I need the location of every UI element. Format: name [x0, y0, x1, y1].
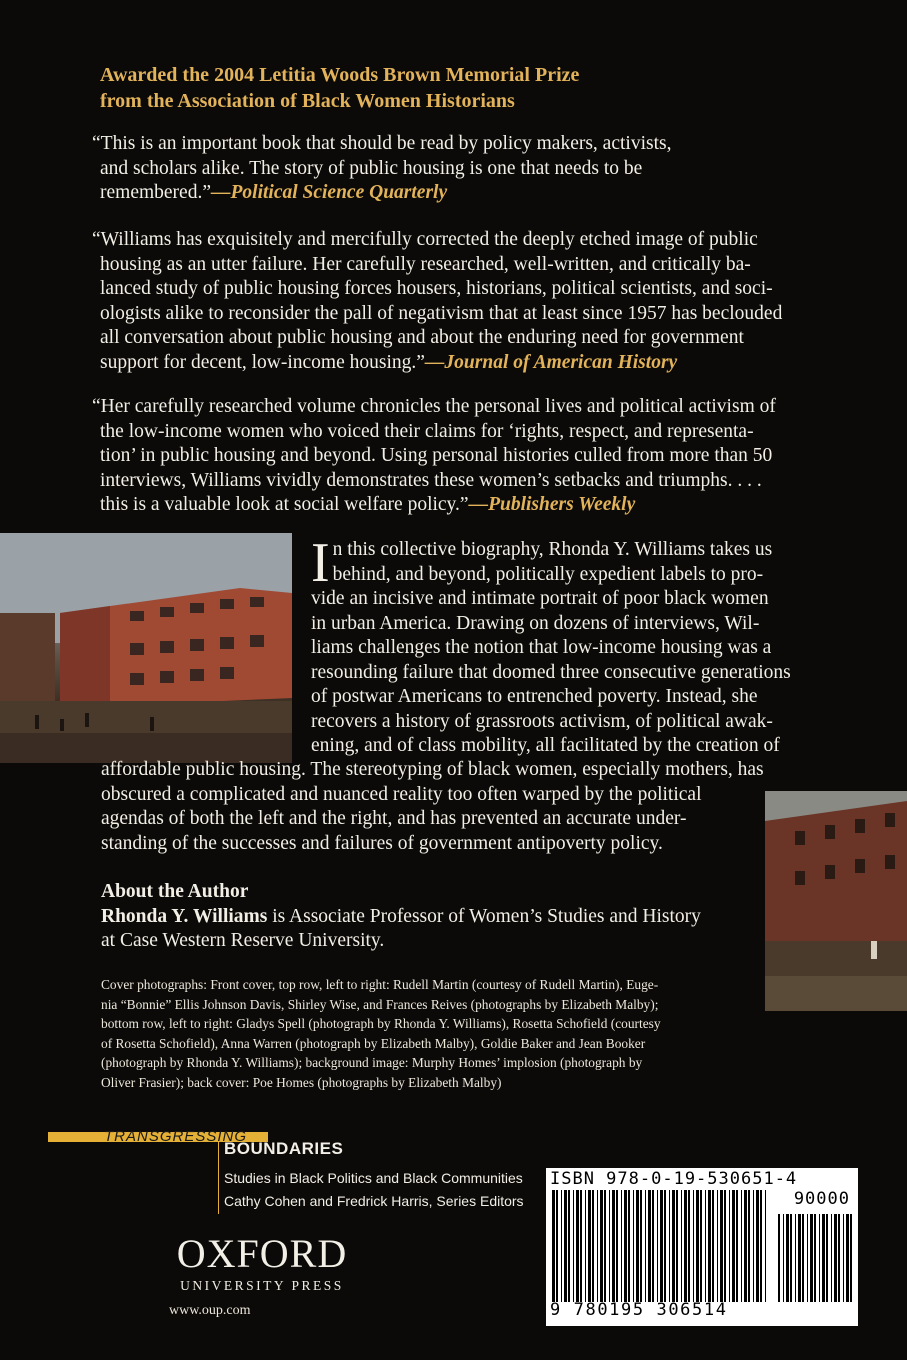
publisher-sub: UNIVERSITY PRESS [180, 1278, 344, 1293]
barcode-bar [604, 1190, 606, 1302]
quote-line: “This is an important book that should be read by policy makers, activists, [92, 133, 672, 154]
description-top [311, 532, 831, 594]
quote-line-last: remembered.”—Political Science Quarterly [100, 182, 448, 203]
barcode-bars-addon [778, 1214, 852, 1302]
barcode-bar [552, 1190, 555, 1302]
about-heading: About the Author [101, 881, 249, 902]
quote-line: lanced study of public housing forces housers, historians, political scientists, and soci- [100, 278, 773, 299]
quote-line: “Williams has exquisitely and mercifully corrected the deeply etched image of public [92, 229, 758, 250]
barcode-bar [676, 1190, 678, 1302]
description-middle [311, 587, 831, 759]
barcode-bar [669, 1190, 670, 1302]
barcode-bar [753, 1190, 754, 1302]
photo-credits [101, 975, 741, 1092]
barcode-bar [609, 1190, 610, 1302]
series-word-transgressing: TRANSGRESSING [104, 1128, 248, 1145]
barcode-bar [724, 1190, 726, 1302]
quote-line: tion’ in public housing and beyond. Using personal histories culled from more than 50 [100, 445, 773, 466]
quote-source: —Political Science Quarterly [210, 182, 448, 203]
description-bottom [101, 758, 841, 856]
barcode-bar [612, 1190, 615, 1302]
barcode-bar [621, 1190, 622, 1302]
barcode-bar [657, 1190, 658, 1302]
quote-source: —Journal of American History [424, 351, 678, 373]
barcode-bar [736, 1190, 738, 1302]
barcode-bar [693, 1190, 694, 1302]
barcode-bar [822, 1214, 825, 1302]
credit-line: of Rosetta Schofield), Anna Warren (photograph by Elizabeth Malby), Goldie Baker and Jean Booker [101, 1035, 646, 1051]
barcode-bar [834, 1214, 837, 1302]
about-line-1: Rhonda Y. Williams is Associate Professor of Women’s Studies and History [101, 905, 701, 927]
barcode-bar [810, 1214, 813, 1302]
barcode-bar [720, 1190, 723, 1302]
barcode-bar [568, 1190, 570, 1302]
barcode-bar [573, 1190, 574, 1302]
barcode-bar [600, 1190, 603, 1302]
barcode-bar [684, 1190, 687, 1302]
award-line-2: from the Association of Black Women Historians [100, 90, 515, 112]
series-logo [48, 1128, 538, 1208]
barcode-bar [652, 1190, 654, 1302]
review-quote-psq [92, 132, 832, 206]
barcode-bar [588, 1190, 591, 1302]
barcode-bar [597, 1190, 598, 1302]
quote-line: ologists alike to reconsider the pall of negativism that at least since 1957 has beclouded [100, 302, 783, 324]
barcode-bar [819, 1214, 820, 1302]
barcode-bar [648, 1190, 651, 1302]
quote-line: the low-income women who voiced their claims for ‘rights, respect, and representa- [100, 420, 754, 442]
barcode-bars-main [552, 1190, 766, 1302]
barcode-bar [688, 1190, 690, 1302]
barcode-bar [556, 1190, 558, 1302]
barcode-bar [592, 1190, 594, 1302]
description-line: affordable public housing. The stereotyping of black women, especially mothers, has [101, 759, 764, 780]
description-line: vide an incisive and intimate portrait of poor black women [311, 588, 769, 609]
housing-photo-left-illustration [0, 533, 292, 763]
barcode-bar [732, 1190, 735, 1302]
barcode-bar [807, 1214, 808, 1302]
barcode-bar [790, 1214, 792, 1302]
barcode-bar [576, 1190, 579, 1302]
description-line: of postwar Americans to entrenched poverty. Instead, she [311, 686, 758, 707]
credit-line: (photograph by Rhonda Y. Williams); background image: Murphy Homes’ implosion (photograph by [101, 1055, 643, 1070]
description-line: in urban America. Drawing on dozens of interviews, Wil- [311, 612, 760, 634]
quote-line-last: this is a valuable look at social welfare policy.”—Publishers Weekly [100, 494, 636, 515]
publisher-logo [167, 1232, 357, 1294]
barcode-bar [616, 1190, 618, 1302]
barcode-bar [802, 1214, 804, 1302]
barcode-bar [660, 1190, 663, 1302]
barcode-bar [748, 1190, 750, 1302]
quote-line: interviews, Williams vividly demonstrates these women’s setbacks and triumphs. . . . [100, 469, 762, 491]
housing-photo-left [0, 533, 292, 763]
description-line: agendas of both the left and the right, and has prevented an accurate under- [101, 808, 687, 829]
isbn-barcode [546, 1168, 858, 1326]
barcode-bar [786, 1214, 789, 1302]
barcode-bar [624, 1190, 627, 1302]
ean-number: 9 780195 306514 [550, 1300, 728, 1320]
price-code: 90000 [793, 1189, 850, 1209]
barcode-bar [700, 1190, 702, 1302]
barcode-bar [717, 1190, 718, 1302]
barcode-bar [672, 1190, 675, 1302]
credit-line: bottom row, left to right: Gladys Spell (photograph by Rhonda Y. Williams), Rosetta Schofield (courtesy [101, 1016, 661, 1031]
barcode-bar [580, 1190, 582, 1302]
description-line: obscured a complicated and nuanced reality too often warped by the political [101, 783, 702, 805]
description-line: standing of the successes and failures of government antipoverty policy. [101, 832, 663, 854]
barcode-bar [628, 1190, 630, 1302]
barcode-bar [826, 1214, 828, 1302]
description-line: n this collective biography, Rhonda Y. Williams takes us [332, 539, 773, 560]
barcode-bar [778, 1214, 780, 1302]
credit-line: nia “Bonnie” Ellis Johnson Davis, Shirley Wise, and Frances Reives (photographs by Elizabeth Malby); [101, 996, 659, 1012]
series-subtitle: Studies in Black Politics and Black Communities [224, 1170, 523, 1186]
credit-line: Oliver Frasier); back cover: Poe Homes (photographs by Elizabeth Malby) [101, 1074, 502, 1090]
barcode-bar [850, 1214, 852, 1302]
barcode-bar [783, 1214, 784, 1302]
barcode-bar [831, 1214, 832, 1302]
isbn-text: ISBN 978-0-19-530651-4 [550, 1169, 798, 1189]
barcode-bar [664, 1190, 666, 1302]
quote-line: housing as an utter failure. Her carefully researched, well-written, and critically ba- [100, 253, 751, 275]
quote-line: and scholars alike. The story of public housing is one that needs to be [100, 157, 643, 179]
barcode-bar [760, 1190, 762, 1302]
barcode-bar [696, 1190, 699, 1302]
quote-line-last: support for decent, low-income housing.”—Journal of American History [100, 351, 678, 373]
barcode-bar [843, 1214, 844, 1302]
series-editors: Cathy Cohen and Fredrick Harris, Series Editors [224, 1193, 524, 1209]
credit-line: Cover photographs: Front cover, top row, left to right: Rudell Martin (courtesy of Rudell Martin), Euge- [101, 977, 659, 992]
publisher-name: OXFORD [176, 1231, 348, 1276]
barcode-bar [756, 1190, 759, 1302]
barcode-bar [712, 1190, 714, 1302]
barcode-bar [846, 1214, 849, 1302]
description-line: recovers a history of grassroots activism, of political awak- [311, 710, 773, 732]
drop-cap: I [311, 532, 330, 594]
description-line: liams challenges the notion that low-income housing was a [311, 637, 772, 658]
barcode-bar [640, 1190, 642, 1302]
barcode-bar [814, 1214, 816, 1302]
award-notice [100, 62, 800, 114]
barcode-bar [708, 1190, 711, 1302]
quote-line: all conversation about public housing and about the enduring need for government [100, 327, 744, 348]
barcode-bar [585, 1190, 586, 1302]
barcode-bar [561, 1190, 562, 1302]
barcode-bar [741, 1190, 742, 1302]
about-line-2: at Case Western Reserve University. [101, 930, 385, 951]
review-quote-pw [92, 395, 832, 518]
barcode-bar [645, 1190, 646, 1302]
description-line: behind, and beyond, politically expedient labels to pro- [332, 563, 764, 585]
description-line: resounding failure that doomed three consecutive generations [311, 661, 791, 683]
review-quote-jah [92, 228, 832, 375]
barcode-bar [705, 1190, 706, 1302]
barcode-bar [636, 1190, 639, 1302]
barcode-bar [564, 1190, 567, 1302]
author-name: Rhonda Y. Williams [101, 905, 268, 927]
barcode-bar [681, 1190, 682, 1302]
barcode-bar [744, 1190, 747, 1302]
quote-source: —Publishers Weekly [468, 494, 636, 515]
quote-line: “Her carefully researched volume chronicles the personal lives and political activism of [92, 396, 776, 417]
series-word-boundaries: BOUNDARIES [224, 1139, 344, 1158]
barcode-bar [729, 1190, 730, 1302]
barcode-bar [633, 1190, 634, 1302]
barcode-bar [838, 1214, 840, 1302]
barcode-bar [795, 1214, 796, 1302]
barcode-bar [798, 1214, 801, 1302]
about-author [101, 880, 781, 954]
description-line: ening, and of class mobility, all facilitated by the creation of [311, 735, 780, 756]
barcode-bar [765, 1190, 766, 1302]
publisher-url[interactable]: www.oup.com [169, 1303, 251, 1318]
award-line-1: Awarded the 2004 Letitia Woods Brown Memorial Prize [100, 64, 580, 86]
series-divider [218, 1138, 219, 1214]
